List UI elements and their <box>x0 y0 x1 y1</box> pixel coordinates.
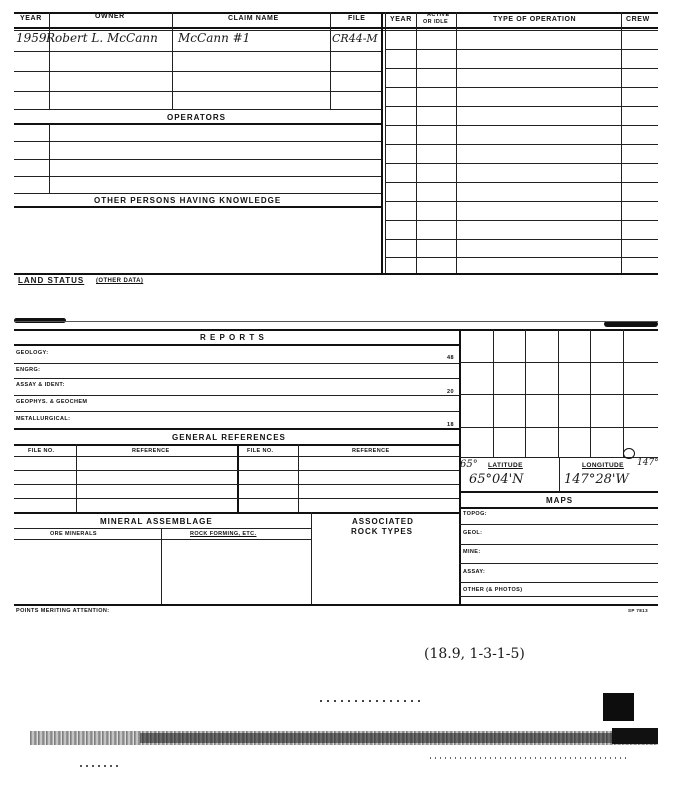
grid-line <box>459 362 658 363</box>
maps-title: MAPS <box>546 496 574 505</box>
grid-line <box>459 427 658 428</box>
header-crew: CREW <box>626 16 650 23</box>
row-line <box>459 524 658 525</box>
row-line <box>14 498 459 499</box>
reports-bottom-rule <box>14 428 459 430</box>
row-line <box>459 596 658 597</box>
maps-mine: MINE: <box>463 549 481 555</box>
grid-line <box>459 394 658 395</box>
row-line <box>14 159 381 160</box>
operators-label: OPERATORS <box>167 113 226 122</box>
dark-block-artifact <box>612 728 658 744</box>
row-line <box>385 125 658 126</box>
rock-types-label: ROCK TYPES <box>351 527 414 536</box>
grid-line <box>558 329 559 457</box>
row-line <box>14 411 459 412</box>
header-bottom-rule <box>14 27 658 29</box>
row1-year: 1959 <box>16 31 47 45</box>
handwritten-note: (18.9, 1-3-1-5) <box>424 646 525 662</box>
report-num-assay: 20 <box>447 389 454 395</box>
reports-header-rule <box>14 344 459 346</box>
dark-band-artifact <box>140 733 658 743</box>
lower-bottom-rule <box>14 604 658 606</box>
ref-divider <box>298 444 299 512</box>
associated-label: ASSOCIATED <box>352 517 414 526</box>
header-active: ACTIVE <box>427 12 450 18</box>
operators-rule <box>14 123 381 125</box>
longitude-value: 147°28'W <box>564 472 629 487</box>
land-status-rule <box>14 321 658 322</box>
land-status-subtitle: (OTHER DATA) <box>96 278 144 284</box>
row-line <box>14 141 381 142</box>
row-line <box>14 378 459 379</box>
form-number: SP 7813 <box>628 608 648 613</box>
circle-mark <box>623 448 635 459</box>
maps-geol: GEOL: <box>463 530 483 536</box>
row-line <box>459 563 658 564</box>
general-references-title: GENERAL REFERENCES <box>172 433 286 442</box>
report-num-metallurgical: 18 <box>447 422 454 428</box>
row-line <box>459 582 658 583</box>
ref-col-reference-2: REFERENCE <box>352 448 390 454</box>
lower-top-rule <box>14 329 658 331</box>
latlong-divider <box>559 457 560 492</box>
row-line <box>14 484 459 485</box>
ref-col-reference-1: REFERENCE <box>132 448 170 454</box>
dot-noise <box>80 765 120 767</box>
latitude-prefix: 65° <box>460 459 478 470</box>
longitude-label: LONGITUDE <box>582 462 624 469</box>
rock-forming-label: ROCK FORMING, ETC. <box>190 531 257 537</box>
col-divider-main <box>381 12 383 274</box>
reports-title: R E P O R T S <box>200 333 265 342</box>
associated-divider <box>311 512 312 605</box>
row-line <box>385 106 658 107</box>
row-line <box>385 220 658 221</box>
report-label-engrg: ENGRG: <box>16 367 41 373</box>
row-line <box>385 182 658 183</box>
col-divider-type <box>621 12 622 274</box>
row-line <box>14 363 459 364</box>
maps-header-rule <box>459 507 658 509</box>
header-year: YEAR <box>20 15 42 22</box>
row-line <box>385 257 658 258</box>
ref-divider <box>76 444 77 512</box>
report-label-geophys: GEOPHYS. & GEOCHEM <box>16 399 88 405</box>
grid-line <box>590 329 591 457</box>
header-owner: OWNER <box>95 13 125 20</box>
mineral-header-rule <box>14 528 311 529</box>
references-bottom-rule <box>14 512 459 514</box>
col-divider-claim <box>330 12 331 110</box>
row-line <box>385 87 658 88</box>
latitude-value: 65°04'N <box>469 472 524 487</box>
row-line <box>14 71 381 72</box>
grid-line <box>623 329 624 457</box>
maps-topog: TOPOG: <box>463 511 487 517</box>
report-num-geology: 48 <box>447 355 454 361</box>
mineral-subheader-rule <box>14 539 311 540</box>
col-divider-active <box>456 12 457 274</box>
grid-line <box>525 329 526 457</box>
header-type-of-operation: TYPE OF OPERATION <box>493 16 577 23</box>
row1-owner: Robert L. McCann <box>46 31 158 45</box>
ore-minerals-label: ORE MINERALS <box>50 531 97 537</box>
land-status-title: LAND STATUS <box>18 276 85 285</box>
grid-line <box>493 329 494 457</box>
row-line <box>385 163 658 164</box>
row1-claim-name: McCann #1 <box>178 31 251 45</box>
table-bottom-rule <box>14 273 658 275</box>
row-line <box>14 176 381 177</box>
ref-col-file-no-1: FILE NO. <box>28 448 55 454</box>
ref-col-file-no-2: FILE NO. <box>247 448 274 454</box>
header-year-2: YEAR <box>390 16 412 23</box>
maps-top-rule <box>459 491 658 493</box>
longitude-suffix: 147° <box>637 458 659 468</box>
other-persons-label: OTHER PERSONS HAVING KNOWLEDGE <box>94 196 282 205</box>
ref-divider-center <box>237 444 239 512</box>
mineral-assemblage-title: MINERAL ASSEMBLAGE <box>100 517 213 526</box>
row-line <box>385 49 658 50</box>
col-divider-main-2 <box>385 12 386 274</box>
header-claim-name: CLAIM NAME <box>228 15 279 22</box>
dot-noise <box>320 700 420 702</box>
row-line <box>14 91 381 92</box>
row-line <box>14 193 381 194</box>
row-line <box>14 470 459 471</box>
report-label-assay: ASSAY & IDENT: <box>16 382 65 388</box>
row-line <box>14 109 381 110</box>
header-or-idle: OR IDLE <box>423 19 449 25</box>
row-line <box>385 68 658 69</box>
row-line <box>385 201 658 202</box>
latitude-label: LATITUDE <box>488 462 523 469</box>
points-meriting-attention: POINTS MERITING ATTENTION: <box>16 608 110 614</box>
other-persons-rule <box>14 206 381 208</box>
dot-noise <box>430 757 630 759</box>
maps-assay: ASSAY: <box>463 569 486 575</box>
header-file: FILE <box>348 15 366 22</box>
report-label-geology: GEOLOGY: <box>16 350 49 356</box>
black-square-artifact <box>603 693 634 721</box>
row-line <box>385 239 658 240</box>
row-line <box>14 395 459 396</box>
col-divider-year2 <box>416 12 417 274</box>
col-divider-year <box>49 12 50 110</box>
row-line <box>385 144 658 145</box>
report-label-metallurgical: METALLURGICAL: <box>16 416 71 422</box>
maps-other: OTHER (& PHOTOS) <box>463 587 523 593</box>
row1-file: CR44-M <box>332 32 378 45</box>
col-divider-owner <box>172 12 173 110</box>
row-line <box>459 544 658 545</box>
row-line <box>14 51 381 52</box>
